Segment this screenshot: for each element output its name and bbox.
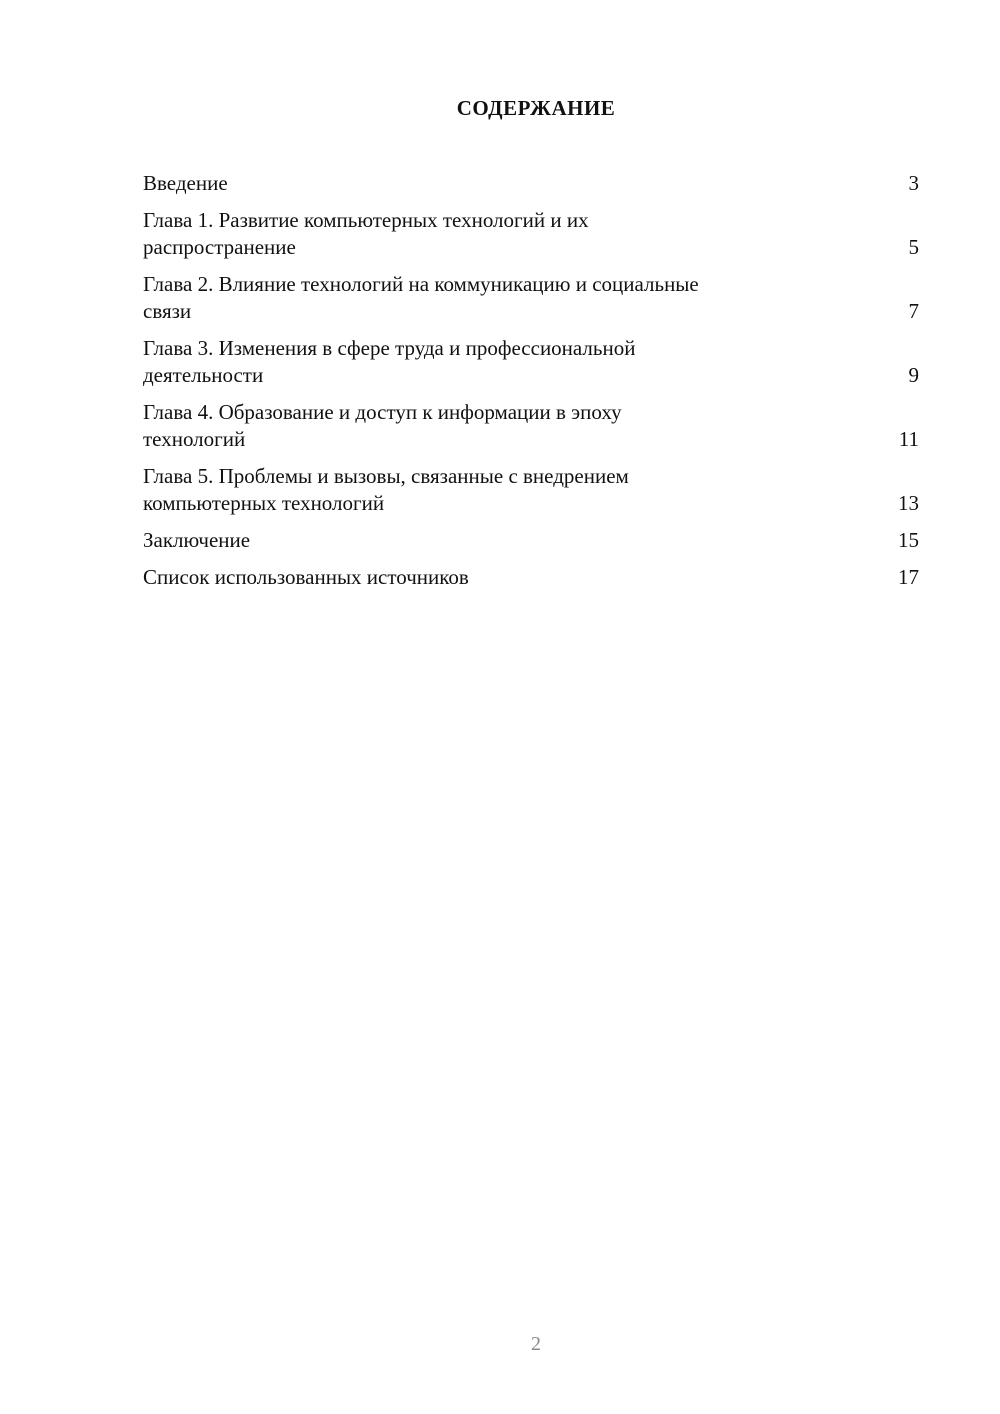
toc-entry-text: [143, 207, 589, 261]
toc-entry-line: Глава 1. Развитие компьютерных технологий и их: [143, 208, 589, 232]
toc-entry-line: Глава 2. Влияние технологий на коммуникацию и социальные: [143, 272, 699, 296]
toc-page-number: 3: [908, 171, 919, 195]
toc-page-number: 15: [898, 528, 919, 552]
toc-entry-text: [143, 271, 699, 325]
toc-page-number: 7: [908, 299, 919, 323]
toc-page-number: 17: [898, 565, 919, 589]
toc-entry-conclusion[interactable]: [143, 527, 919, 554]
toc-entry-introduction[interactable]: [143, 170, 919, 197]
toc-page-number: 11: [898, 427, 919, 451]
toc-entry-line: Заключение: [143, 528, 251, 552]
toc-entry-chapter-5[interactable]: [143, 463, 919, 517]
toc-entry-text: [143, 463, 629, 517]
toc-entry-text: [143, 335, 635, 389]
toc-entry-chapter-4[interactable]: [143, 399, 919, 453]
toc-entry-text: [143, 564, 469, 591]
toc-page-number: 9: [908, 363, 919, 387]
toc-entry-line: связи: [143, 299, 192, 323]
table-of-contents: [143, 170, 919, 601]
toc-entry-line: компьютерных технологий: [143, 491, 385, 515]
toc-entry-line: распространение: [143, 235, 296, 259]
toc-entry-line: Глава 3. Изменения в сфере труда и профессиональной: [143, 336, 636, 360]
toc-entry-line: Список использованных источников: [143, 565, 469, 589]
toc-entry-text: [143, 527, 250, 554]
toc-entry-chapter-2[interactable]: [143, 271, 919, 325]
toc-entry-line: Введение: [143, 171, 228, 195]
toc-entry-chapter-1[interactable]: [143, 207, 919, 261]
toc-page-number: 5: [908, 235, 919, 259]
toc-entry-text: [143, 399, 622, 453]
toc-entry-references[interactable]: [143, 564, 919, 591]
toc-page-number: 13: [898, 491, 919, 515]
toc-entry-text: [143, 170, 228, 197]
toc-entry-line: технологий: [143, 427, 246, 451]
toc-entry-line: деятельности: [143, 363, 264, 387]
page-title: СОДЕРЖАНИЕ: [456, 96, 616, 120]
page-number: 2: [531, 1333, 541, 1355]
toc-entry-chapter-3[interactable]: [143, 335, 919, 389]
toc-entry-line: Глава 5. Проблемы и вызовы, связанные с внедрением: [143, 464, 629, 488]
toc-entry-line: Глава 4. Образование и доступ к информации в эпоху: [143, 400, 622, 424]
